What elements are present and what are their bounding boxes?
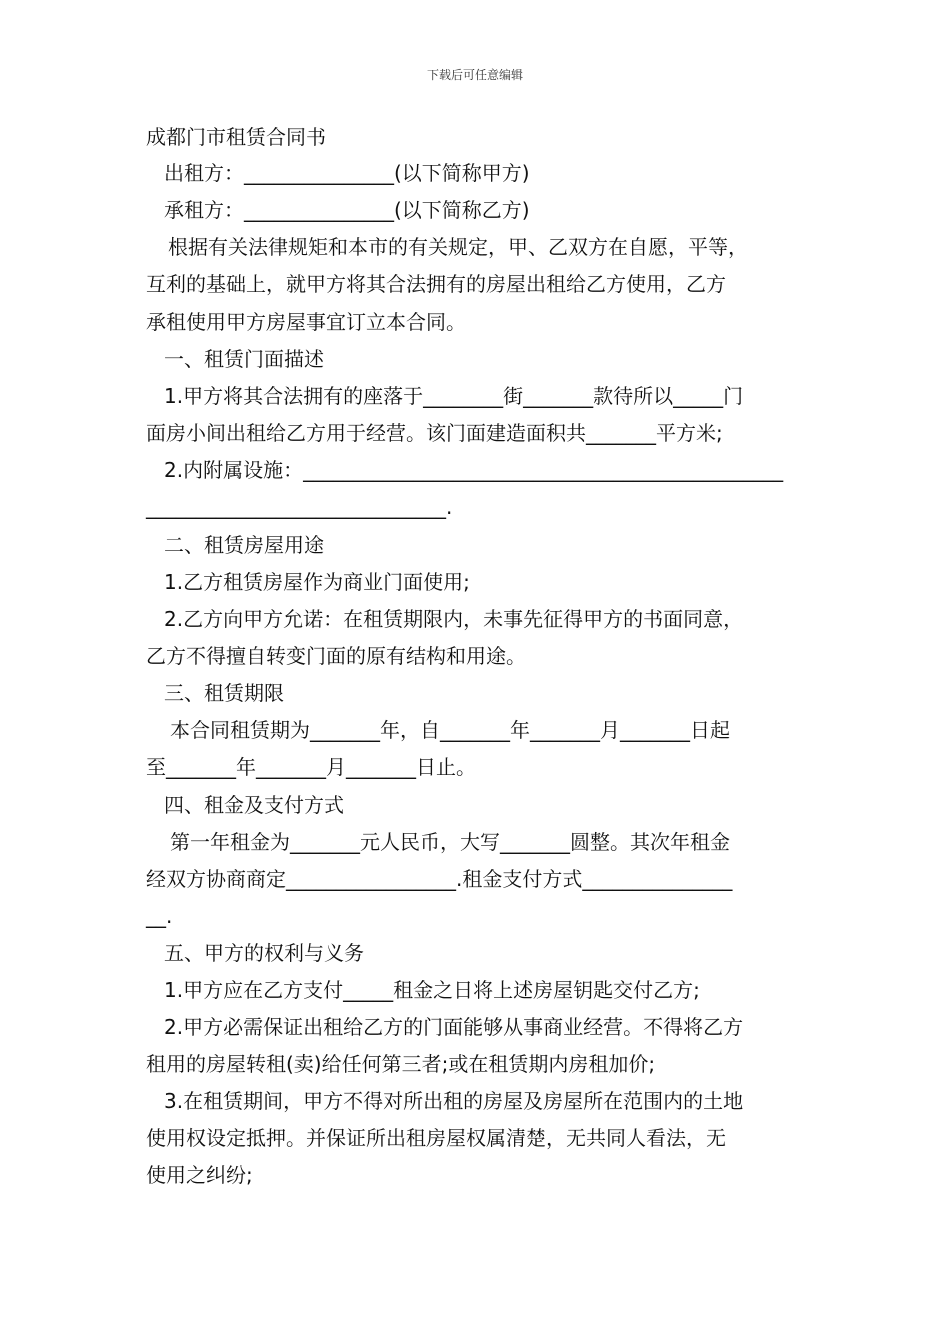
- document-line: 承租使用甲方房屋事宜订立本合同。: [146, 310, 466, 334]
- document-line: 四、租金及支付方式: [164, 793, 344, 817]
- document-line: 使用之纠纷;: [146, 1163, 253, 1187]
- document-line: 经双方协商商定_________________.租金支付方式_______________: [146, 867, 733, 891]
- document-line: 1.甲方将其合法拥有的座落于________街_______款待所以_____门: [164, 384, 744, 408]
- page-header-note: 下载后可任意编辑: [426, 68, 523, 82]
- document-line: 3.在租赁期间，甲方不得对所出租的房屋及房屋所在范围内的土地: [164, 1089, 744, 1113]
- document-line: 五、甲方的权利与义务: [164, 941, 364, 965]
- document-line: 三、租赁期限: [164, 681, 284, 705]
- document-line: 1.乙方租赁房屋作为商业门面使用;: [164, 570, 470, 594]
- document-line: 第一年租金为_______元人民币，大写_______圆整。其次年租金: [170, 830, 730, 854]
- document-line: 乙方不得擅自转变门面的原有结构和用途。: [146, 644, 526, 668]
- document-line: 面房小间出租给乙方用于经营。该门面建造面积共_______平方米;: [146, 421, 723, 445]
- document-line: 成都门市租赁合同书: [146, 125, 326, 149]
- document-line: 根据有关法律规矩和本市的有关规定，甲、乙双方在自愿，平等，: [168, 235, 748, 259]
- document-line: 租用的房屋转租(卖)给任何第三者;或在租赁期内房租加价;: [146, 1052, 656, 1076]
- document-line: 互利的基础上，就甲方将其合法拥有的房屋出租给乙方使用，乙方: [146, 272, 726, 296]
- document-line: __.: [146, 904, 173, 928]
- document-line: 1.甲方应在乙方支付_____租金之日将上述房屋钥匙交付乙方;: [164, 978, 700, 1002]
- document-line: 使用权设定抵押。并保证所出租房屋权属清楚，无共同人看法，无: [146, 1126, 726, 1150]
- document-line: 2.乙方向甲方允诺：在租赁期限内，未事先征得甲方的书面同意，: [164, 607, 744, 631]
- document-line: 二、租赁房屋用途: [164, 533, 324, 557]
- document-line: 一、租赁门面描述: [164, 347, 324, 371]
- document-line: 出租方：_______________(以下简称甲方): [164, 161, 530, 185]
- document-line: 承租方：_______________(以下简称乙方): [164, 198, 530, 222]
- document-line: 2.甲方必需保证出租给乙方的门面能够从事商业经营。不得将乙方: [164, 1015, 744, 1039]
- document-line: 本合同租赁期为_______年，自_______年_______月_______日起: [170, 718, 730, 742]
- document-line: 2.内附属设施：________________________________________________: [164, 458, 784, 482]
- document-line: 至_______年_______月_______日止。: [146, 755, 476, 779]
- document-line: ______________________________.: [146, 495, 453, 519]
